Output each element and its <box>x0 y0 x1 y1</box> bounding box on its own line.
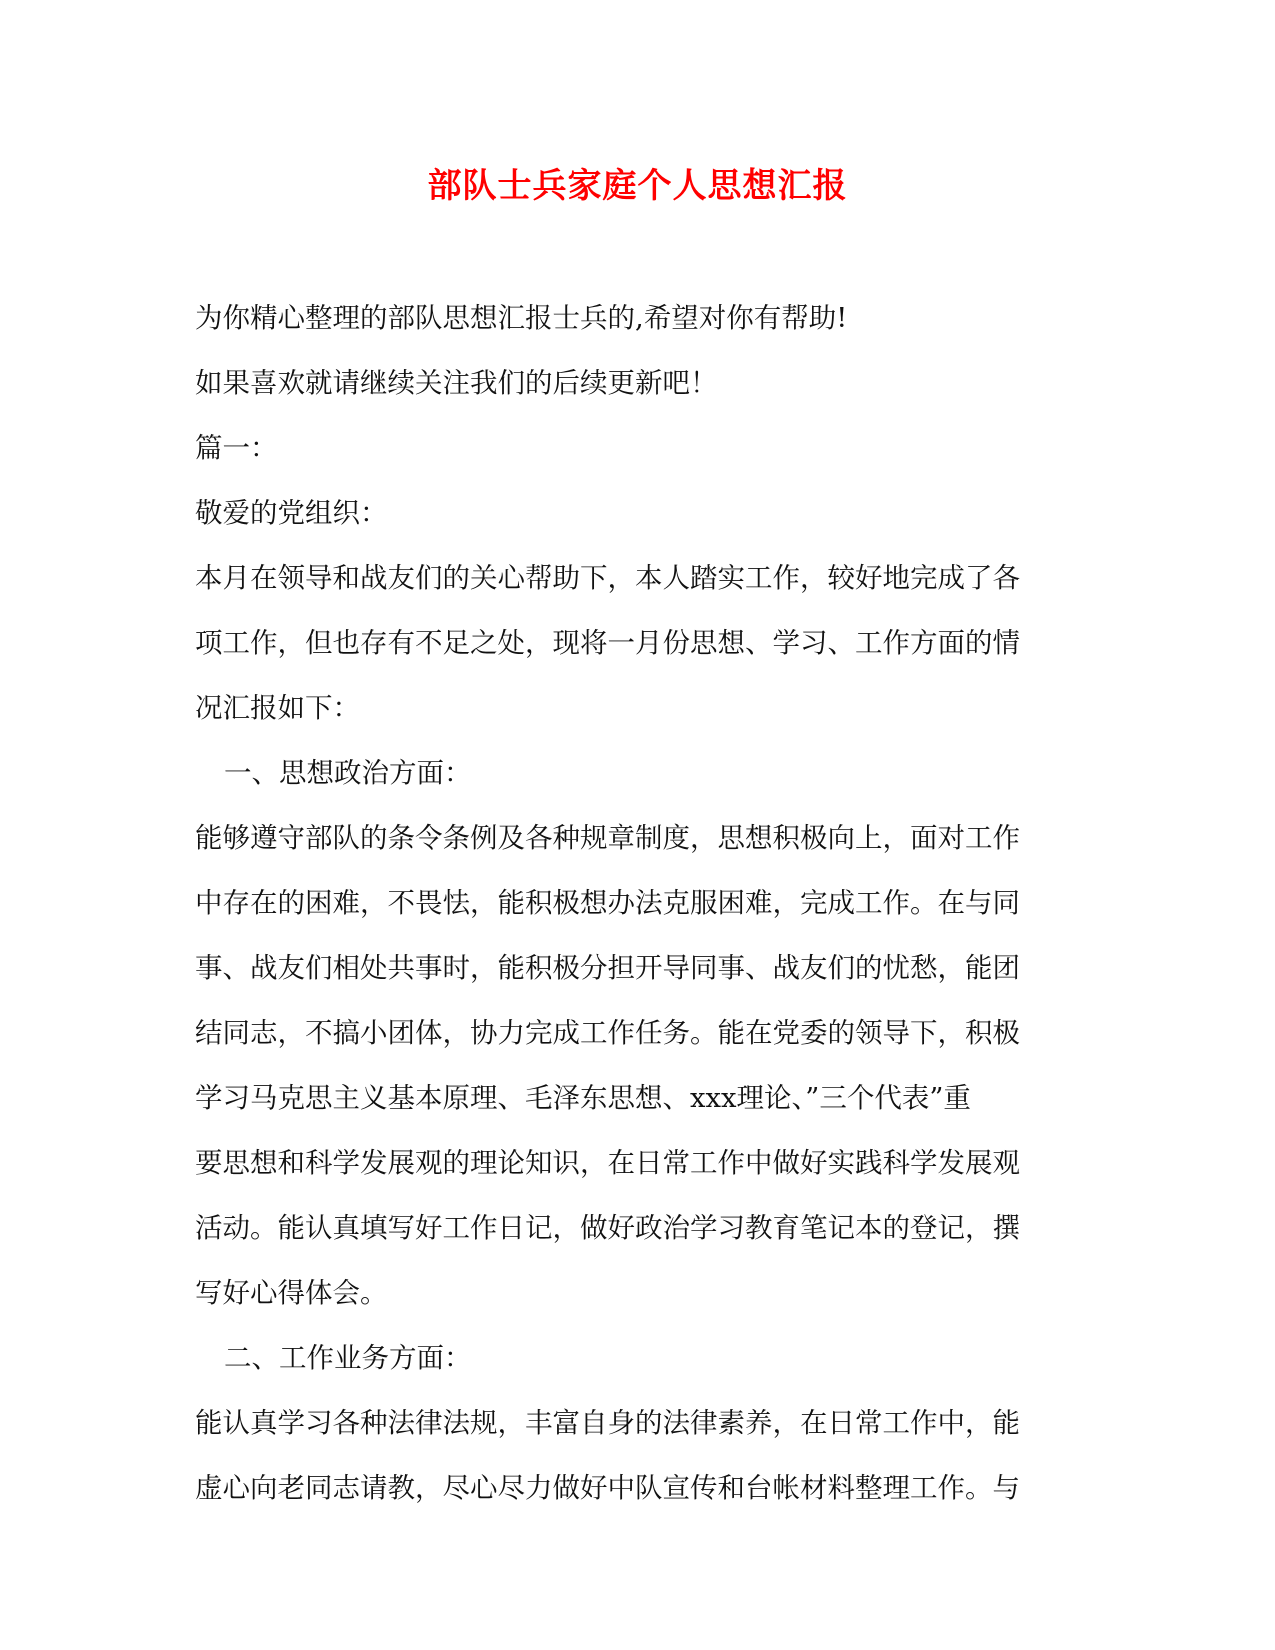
paragraph-line: 本月在领导和战友们的关心帮助下，本人踏实工作，较好地完成了各 <box>195 562 1020 594</box>
paragraph-line: 要思想和科学发展观的理论知识，在日常工作中做好实践科学发展观 <box>195 1147 1020 1179</box>
paragraph-line: 结同志，不搞小团体，协力完成工作任务。能在党委的领导下，积极 <box>195 1017 1020 1049</box>
section-heading: 二、工作业务方面： <box>224 1342 472 1374</box>
paragraph-line: 篇一： <box>195 432 278 464</box>
paragraph-line: 中存在的困难，不畏怯，能积极想办法克服困难，完成工作。在与同 <box>195 887 1020 919</box>
paragraph-line: 写好心得体会。 <box>195 1277 388 1309</box>
document-title: 部队士兵家庭个人思想汇报 <box>427 166 848 206</box>
paragraph-line: 虚心向老同志请教，尽心尽力做好中队宣传和台帐材料整理工作。与 <box>195 1472 1020 1504</box>
paragraph-line: 如果喜欢就请继续关注我们的后续更新吧！ <box>195 367 718 399</box>
section-heading: 一、思想政治方面： <box>224 757 472 789</box>
salutation-line: 敬爱的党组织： <box>195 497 388 529</box>
paragraph-line: 事、战友们相处共事时，能积极分担开导同事、战友们的忧愁，能团 <box>195 952 1020 984</box>
paragraph-line: 为你精心整理的部队思想汇报士兵的,希望对你有帮助! <box>195 302 848 334</box>
paragraph-line: 况汇报如下： <box>195 692 360 724</box>
paragraph-line: 活动。能认真填写好工作日记，做好政治学习教育笔记本的登记，撰 <box>195 1212 1020 1244</box>
paragraph-line: 能认真学习各种法律法规，丰富自身的法律素养，在日常工作中，能 <box>195 1407 1020 1439</box>
paragraph-line: 项工作，但也存有不足之处，现将一月份思想、学习、工作方面的情 <box>195 627 1020 659</box>
paragraph-line: 能够遵守部队的条令条例及各种规章制度，思想积极向上，面对工作 <box>195 822 1020 854</box>
paragraph-line: 学习马克思主义基本原理、毛泽东思想、xxx理论、”三个代表”重 <box>195 1082 971 1114</box>
document-body <box>195 286 1070 1521</box>
